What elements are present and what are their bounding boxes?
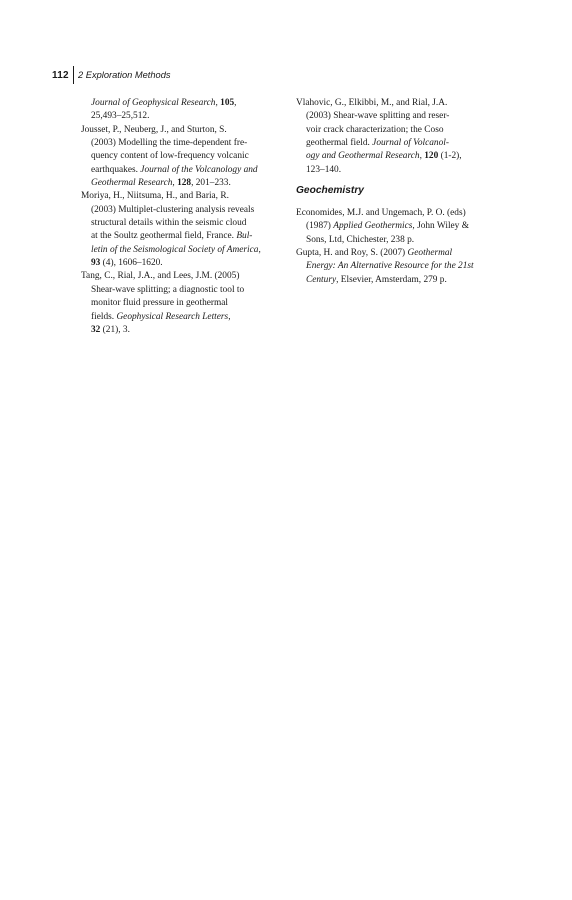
ref-line: Jousset, P., Neuberg, J., and Sturton, S. xyxy=(81,124,227,135)
volume: 120 xyxy=(424,151,439,162)
reference-jousset xyxy=(81,124,291,191)
ref-text: , xyxy=(228,311,231,322)
left-column xyxy=(81,97,291,337)
ref-text: , xyxy=(172,178,178,189)
ref-text: at the Soultz geothermal field, France. xyxy=(91,231,237,242)
ref-line xyxy=(296,247,508,260)
journal-title: ogy and Geothermal Research xyxy=(306,151,420,162)
ref-text: , xyxy=(419,151,425,162)
reference-moriya xyxy=(81,190,291,270)
ref-line xyxy=(296,150,508,163)
ref-line xyxy=(81,164,291,177)
ref-line: Shear-wave splitting; a diagnostic tool to xyxy=(91,284,245,295)
header-divider xyxy=(73,66,74,84)
ref-text: geothermal field. xyxy=(306,138,373,149)
book-title: Applied Geothermics xyxy=(333,221,413,232)
page-number: 112 xyxy=(52,69,69,81)
ref-text: , Elsevier, Amsterdam, 279 p. xyxy=(336,274,447,285)
journal-title: letin of the Seismological Society of America xyxy=(91,244,259,255)
reference-yoon-continued xyxy=(81,97,291,124)
page-header xyxy=(52,66,171,84)
journal-title: Journal of the Volcanology and xyxy=(140,164,258,175)
reference-tang xyxy=(81,270,291,337)
ref-line: 25,493–25,512. xyxy=(91,111,150,122)
ref-line xyxy=(81,230,291,243)
ref-line: voir crack characterization; the Coso xyxy=(306,124,444,135)
ref-line: (2003) Modelling the time-dependent fre- xyxy=(91,138,248,149)
volume: 105 xyxy=(220,98,235,108)
right-column xyxy=(296,97,508,287)
ref-line: Vlahovic, G., Elkibbi, M., and Rial, J.A. xyxy=(296,98,448,108)
ref-line: (2003) Shear-wave splitting and reser- xyxy=(306,111,450,122)
ref-line: Moriya, H., Niitsuma, H., and Baria, R. xyxy=(81,191,229,202)
reference-gupta xyxy=(296,247,508,287)
ref-line: 123–140. xyxy=(306,164,342,175)
ref-text: , xyxy=(234,98,237,108)
book-title: Geothermal xyxy=(407,248,453,259)
ref-line xyxy=(81,311,291,324)
ref-line: Economides, M.J. and Ungemach, P. O. (eds) xyxy=(296,208,466,219)
ref-text: Gupta, H. and Roy, S. (2007) xyxy=(296,248,408,259)
ref-line xyxy=(81,244,291,257)
volume: 93 xyxy=(91,258,101,269)
ref-line xyxy=(296,137,508,150)
ref-line xyxy=(296,274,508,287)
ref-line xyxy=(296,220,508,233)
journal-title: Journal of Volcanol- xyxy=(372,138,449,149)
book-title: Energy: An Alternative Resource for the 21st xyxy=(306,261,474,272)
ref-text: , xyxy=(215,98,221,108)
ref-text: fields. xyxy=(91,311,117,322)
ref-line: Tang, C., Rial, J.A., and Lees, J.M. (2005) xyxy=(81,271,240,282)
ref-text: (21), 3. xyxy=(100,324,130,335)
ref-text: (4), 1606–1620. xyxy=(100,258,163,269)
ref-text: , John Wiley & xyxy=(412,221,469,232)
journal-title: Journal of Geophysical Research xyxy=(91,98,216,108)
volume: 128 xyxy=(177,178,192,189)
ref-text: earthquakes. xyxy=(91,164,141,175)
ref-text: (1987) xyxy=(306,221,334,232)
ref-line: monitor fluid pressure in geothermal xyxy=(91,298,229,309)
volume: 32 xyxy=(91,324,101,335)
running-head: 2 Exploration Methods xyxy=(78,70,171,80)
section-heading: Geochemistry xyxy=(296,185,364,197)
journal-title: Geothermal Research xyxy=(91,178,173,189)
reference-vlahovic xyxy=(296,97,508,177)
ref-line xyxy=(81,324,291,337)
journal-title: Geophysical Research Letters xyxy=(116,311,229,322)
ref-text: (1-2), xyxy=(438,151,462,162)
ref-line xyxy=(81,177,291,190)
reference-economides xyxy=(296,207,508,247)
ref-text: , 201–233. xyxy=(191,178,231,189)
ref-line: structural details within the seismic cloud xyxy=(91,218,247,229)
ref-line xyxy=(81,257,291,270)
ref-line: quency content of low-frequency volcanic xyxy=(91,151,249,162)
book-title: Century xyxy=(306,274,337,285)
ref-line: (2003) Multiplet-clustering analysis reveals xyxy=(91,204,255,215)
ref-line: Sons, Ltd, Chichester, 238 p. xyxy=(306,234,415,245)
ref-line xyxy=(81,97,291,110)
ref-line xyxy=(296,260,508,273)
ref-text: , xyxy=(258,244,261,255)
journal-title: Bul- xyxy=(236,231,253,242)
